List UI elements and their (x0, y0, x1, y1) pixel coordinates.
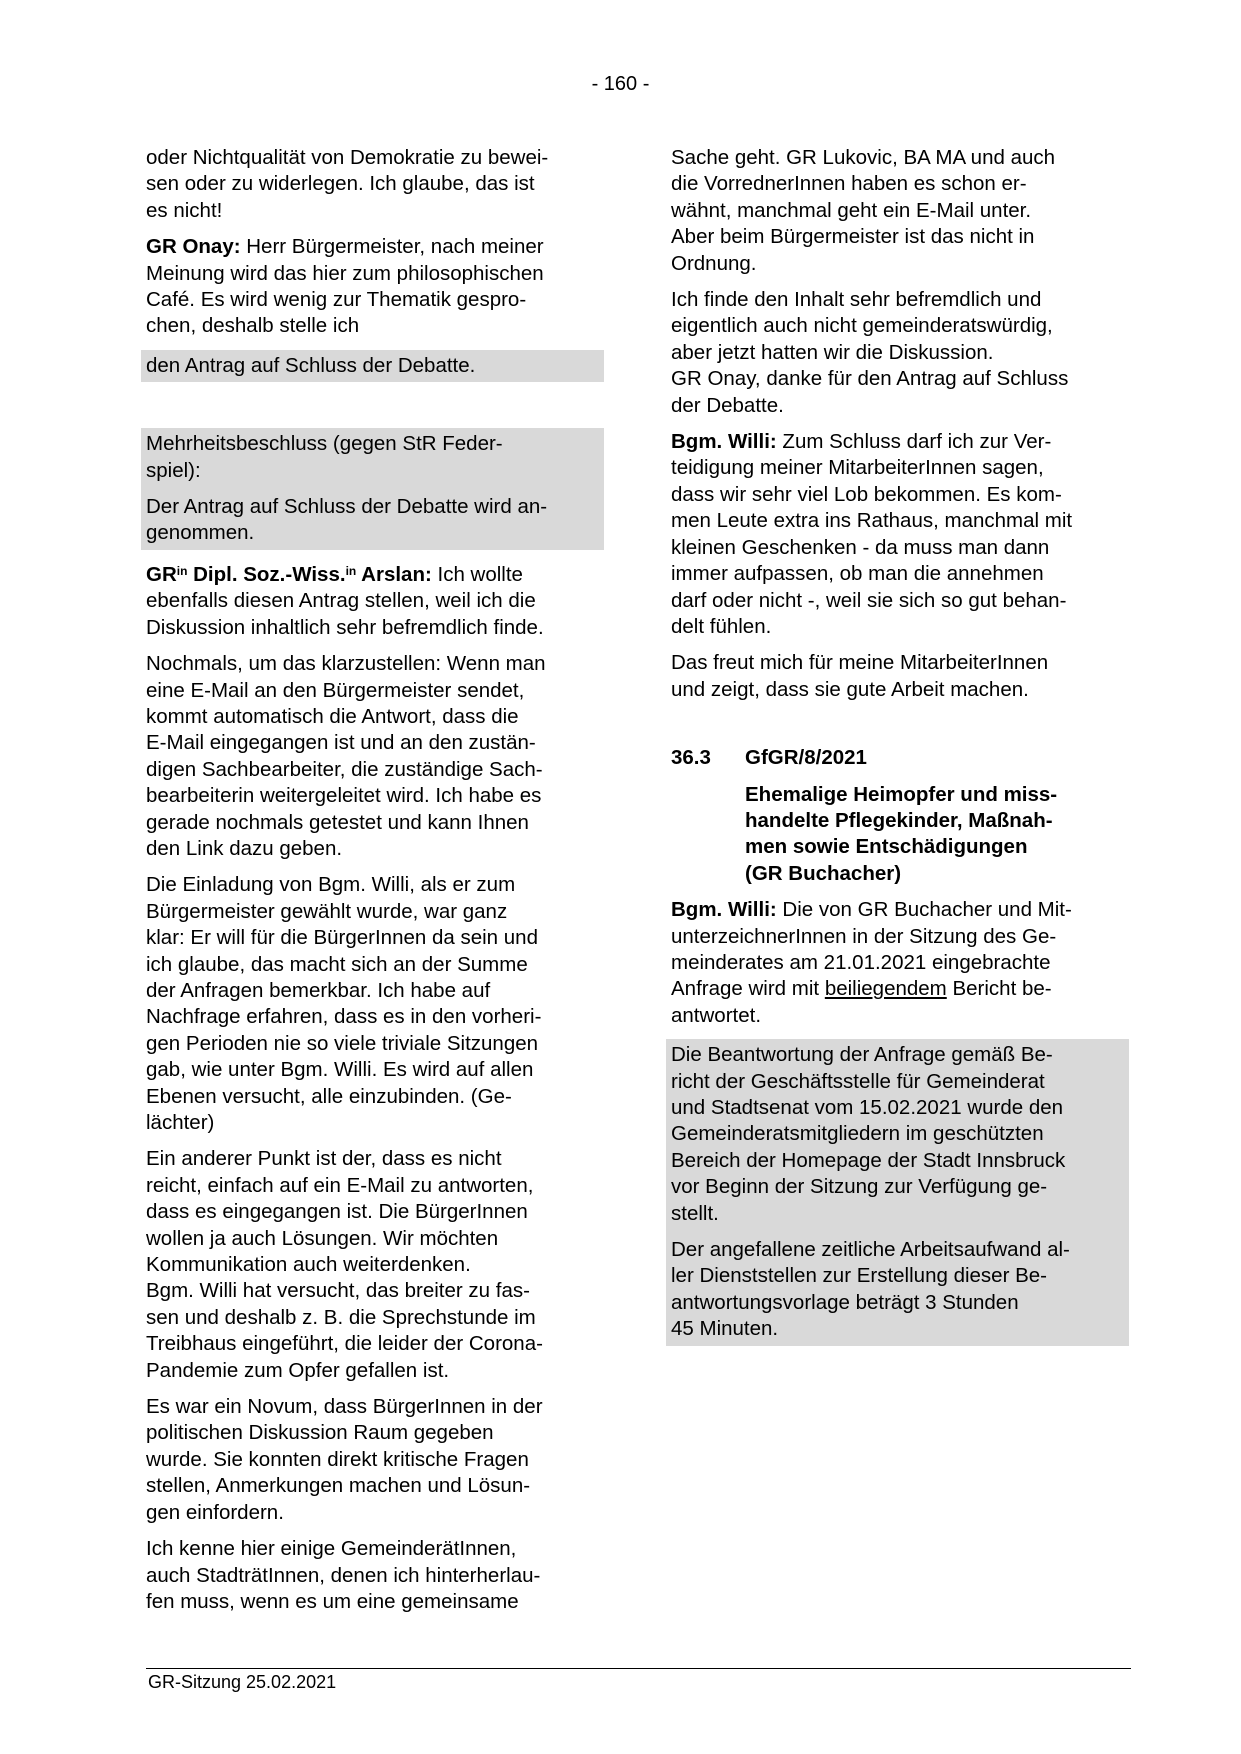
paragraph: Das freut mich für meine MitarbeiterInnen und zeigt, dass sie gute Arbeit machen. (671, 651, 1049, 701)
speaker-name: $GR^{in}$ Dipl. Soz.-Wiss.$^{in}$ Arslan: (146, 562, 432, 586)
answer-effort: Der angefallene zeitliche Arbeitsaufwand al- ler Dienststellen zur Erstellung dieser Be- antwortungsvorlage beträgt 3 Stunden 45 Minuten. (671, 1238, 1070, 1341)
paragraph: oder Nichtqualität von Demokratie zu bewei- sen oder zu widerlegen. Ich glaube, das ist es nicht! (146, 146, 549, 222)
resolution-result: Der Antrag auf Schluss der Debatte wird an- genommen. (146, 495, 548, 545)
speaker-name: GR Onay: (146, 235, 241, 259)
speaker-name: Bgm. Willi: (671, 430, 777, 454)
motion-box: den Antrag auf Schluss der Debatte. (141, 350, 604, 382)
paragraph-willi-answer: Bgm. Willi: Die von GR Buchacher und Mit- unterzeichnerInnen in der Sitzung des Ge- meinderates am 21.01.2021 eingebrachte Anfrage wird mit beiliegendem Bericht be- antwortet. (671, 898, 1072, 1027)
agenda-item-code: GfGR/8/2021 (745, 746, 867, 770)
paragraph-willi: Bgm. Willi: Zum Schluss darf ich zur Ver- teidigung meiner MitarbeiterInnen sagen, dass wir sehr viel Lob bekommen. Es kom- men Leute extra ins Rathaus, manchmal mit kleinen Geschenken - da muss man dann immer aufpassen, ob man die annehmen darf oder nicht -, weil sie sich so gut behan- delt fühlen. (671, 430, 1073, 638)
resolution-box (141, 428, 604, 550)
page-number: - 160 - (591, 73, 650, 95)
agenda-item-title: Ehemalige Heimopfer und miss- handelte Pflegekinder, Maßnah- men sowie Entschädigungen (GR Buchacher) (745, 782, 1058, 885)
paragraph-arslan: $GR^{in}$ Dipl. Soz.-Wiss.$^{in}$ Arslan: Ich wollte ebenfalls diesen Antrag stellen, weil ich die Diskussion inhaltlich sehr befremdlich finde. (146, 562, 544, 639)
paragraph: Ein anderer Punkt ist der, dass es nicht reicht, einfach auf ein E-Mail zu antworten, dass es eingegangen ist. Die BürgerInnen wollen ja auch Lösungen. Wir möchten Kommunikation auch weiterdenken. Bgm. Willi hat versucht, das breiter zu fas- sen und deshalb z. B. die Sprechstunde im Treibhaus eingeführt, die leider der Corona- Pandemie zum Opfer gefallen ist. (146, 1147, 543, 1382)
resolution: Mehrheitsbeschluss (gegen StR Feder- spiel): (146, 432, 503, 482)
paragraph-onay: GR Onay: Herr Bürgermeister, nach meiner Meinung wird das hier zum philosophischen Café. Es wird wenig zur Thematik gespro- chen, deshalb stelle ich (146, 235, 544, 338)
footer-divider (146, 1668, 1131, 1669)
answer-box (666, 1039, 1129, 1345)
paragraph: Sache geht. GR Lukovic, BA MA und auch die VorrednerInnen haben es schon er- wähnt, manchmal geht ein E-Mail unter. Aber beim Bürgermeister ist das nicht in Ordnung. (671, 146, 1056, 275)
paragraph: Ich kenne hier einige GemeinderätInnen, auch StadträtInnen, denen ich hinterherlau- fen muss, wenn es um eine gemeinsame (146, 1537, 541, 1613)
paragraph: Die Einladung von Bgm. Willi, als er zum Bürgermeister gewählt wurde, war ganz klar: Er will für die BürgerInnen da sein und ich glaube, das macht sich an der Summe der Anfragen bemerkbar. Ich habe auf Nachfrage erfahren, dass es in den vorheri- gen Perioden nie so viele triviale Sitzungen gab, wie unter Bgm. Willi. Es wird auf allen Ebenen versucht, alle einzubinden. (Ge- lächter) (146, 873, 542, 1134)
left-column (146, 145, 604, 1625)
answer-paragraph: Die Beantwortung der Anfrage gemäß Be- richt der Geschäftsstelle für Gemeinderat und Stadtsenat vom 15.02.2021 wurde den Gemeinderatsmitgliedern im geschützten Bereich der Homepage der Stadt Innsbruck vor Beginn der Sitzung zur Verfügung ge- stellt. (671, 1043, 1066, 1225)
paragraph: Nochmals, um das klarzustellen: Wenn man eine E-Mail an den Bürgermeister sendet, kommt automatisch die Antwort, dass die E-Mail eingegangen ist und an den zustän- digen Sachbearbeiter, die zuständige Sach- bearbeiterin weitergeleitet wird. Ich habe es gerade nochmals getestet und kann Ihnen den Link dazu geben. (146, 652, 546, 860)
paragraph: Ich finde den Inhalt sehr befremdlich und eigentlich auch nicht gemeinderatswürdig, aber jetzt hatten wir die Diskussion. GR Onay, danke für den Antrag auf Schluss der Debatte. (671, 288, 1069, 417)
attachment-reference: beiliegendem (824, 977, 947, 1001)
agenda-item-heading (671, 745, 1129, 771)
footer-text: GR-Sitzung 25.02.2021 (148, 1672, 337, 1692)
right-column (671, 145, 1129, 1346)
agenda-item-number: 36.3 (671, 746, 711, 770)
speaker-name: Bgm. Willi: (671, 898, 777, 922)
paragraph: Es war ein Novum, dass BürgerInnen in der politischen Diskussion Raum gegeben wurde. Sie konnten direkt kritische Fragen stellen, Anmerkungen machen und Lösun- gen einfordern. (146, 1395, 543, 1524)
